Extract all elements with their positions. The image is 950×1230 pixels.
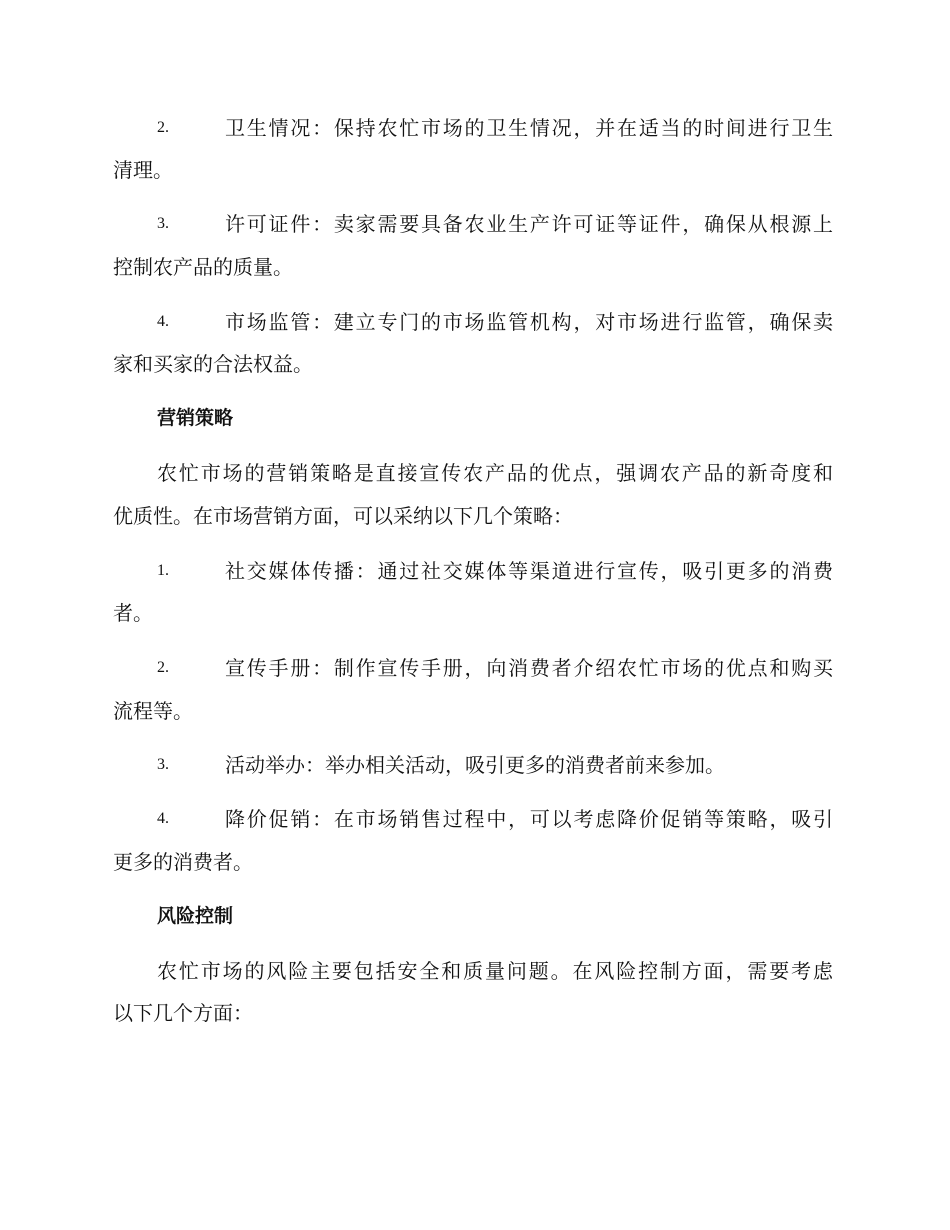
list-text-line: 控制农产品的质量。 [113, 255, 293, 279]
list-number: 1. [157, 562, 169, 579]
list-text-line: 卫生情况：保持农忙市场的卫生情况，并在适当的时间进行卫生 [225, 116, 833, 140]
list-text-line: 社交媒体传播：通过社交媒体等渠道进行宣传，吸引更多的消费 [225, 559, 833, 583]
list-text-line: 许可证件：卖家需要具备农业生产许可证等证件，确保从根源上 [225, 212, 833, 236]
paragraph-line: 农忙市场的营销策略是直接宣传农产品的优点，强调农产品的新奇度和 [157, 461, 833, 485]
list-text-line: 流程等。 [113, 699, 193, 723]
section-heading-marketing: 营销策略 [157, 407, 234, 429]
list-text-line: 清理。 [113, 158, 173, 182]
list-text-line: 更多的消费者。 [113, 850, 253, 874]
list-text-line: 者。 [113, 601, 153, 625]
paragraph-line: 优质性。在市场营销方面，可以采纳以下几个策略： [113, 504, 573, 528]
list-number: 3. [157, 215, 169, 232]
list-text-line: 降价促销：在市场销售过程中，可以考虑降价促销等策略，吸引 [225, 807, 833, 831]
list-text-line: 家和买家的合法权益。 [113, 352, 313, 376]
list-number: 2. [157, 119, 169, 136]
paragraph-line: 农忙市场的风险主要包括安全和质量问题。在风险控制方面，需要考虑 [157, 959, 833, 983]
list-text-line: 活动举办：举办相关活动，吸引更多的消费者前来参加。 [225, 753, 725, 777]
list-number: 3. [157, 756, 169, 773]
list-text-line: 宣传手册：制作宣传手册，向消费者介绍农忙市场的优点和购买 [225, 656, 833, 680]
section-heading-risk: 风险控制 [157, 905, 234, 927]
list-number: 4. [157, 313, 169, 330]
list-number: 2. [157, 659, 169, 676]
paragraph-line: 以下几个方面： [113, 1001, 253, 1025]
list-number: 4. [157, 810, 169, 827]
list-text-line: 市场监管：建立专门的市场监管机构，对市场进行监管，确保卖 [225, 310, 833, 334]
